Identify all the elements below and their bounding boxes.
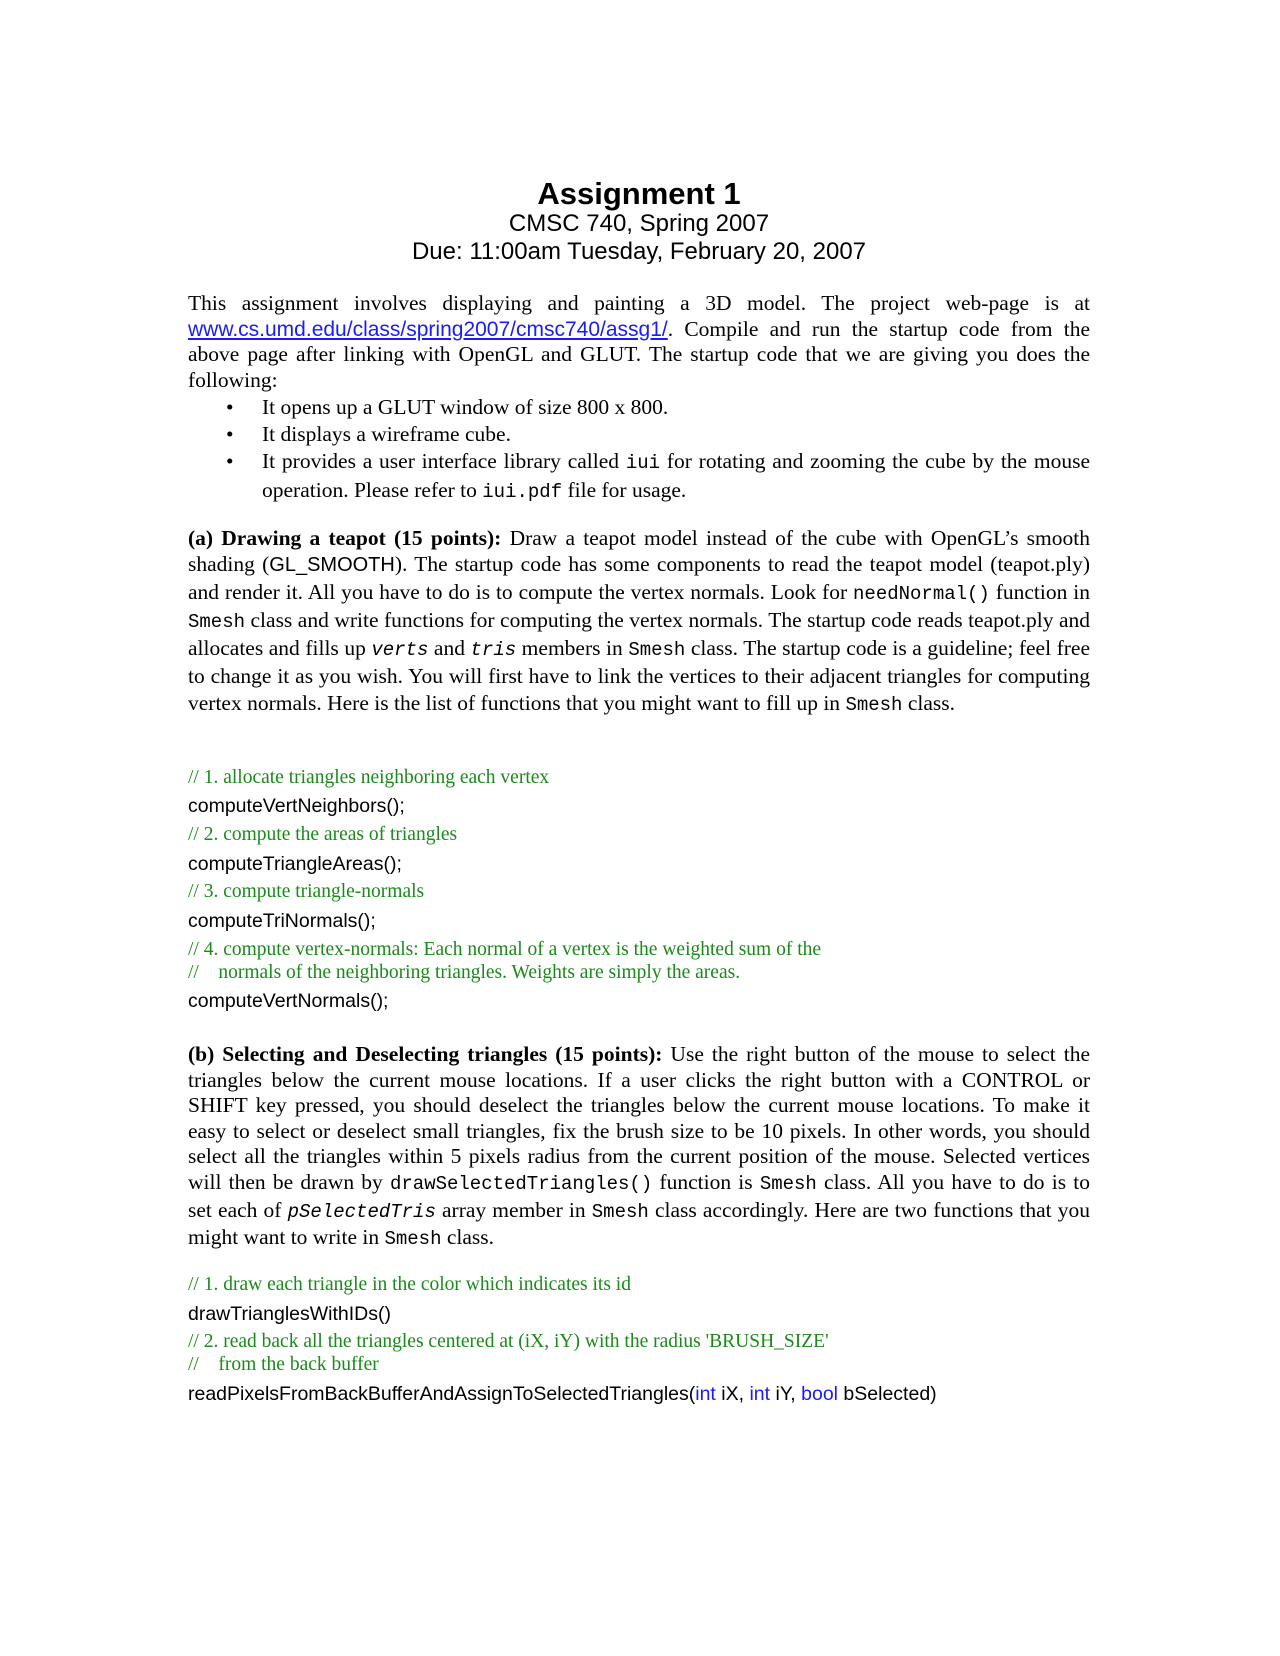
part-b-paragraph: (b) Selecting and Deselecting triangles (15 points): Use the right button of the mouse to select the triangles below the current mouse locations. If a user clicks the right button with a CONTROL or SHIFT key pressed, you should deselect the triangles below the current mouse locations. To make it easy to select or deselect small triangles, fix the brush size to be 10 pixels. In other words, you should select all the triangles within 5 pixels radius from the current position of the mouse. Selected vertices will then be drawn by drawSelectedTriangles() function is Smesh class. All you have to do is to set each of pSelectedTris array member in Smesh class accordingly. Here are two functions that you might want to write in Smesh class. [188, 1042, 1091, 1251]
inline-code: verts [371, 639, 429, 662]
inline-code: iui.pdf [482, 481, 563, 503]
code-comment: // 1. draw each triangle in the color which indicates its id [188, 1274, 631, 1295]
startup-features-list [188, 394, 1090, 506]
code-line: drawTrianglesWithIDs() [188, 1303, 391, 1325]
code-comment: // normals of the neighboring triangles. Weights are simply the areas. [188, 962, 741, 983]
inline-code: tris [470, 639, 517, 662]
list-item: • It provides a user interface library called iui for rotating and zooming the cube by the mouse operation. Please refer to iui.pdf file for usage. [226, 449, 1091, 503]
code-comment: // 2. read back all the triangles centered at (iX, iY) with the radius 'BRUSH_SIZE' [188, 1331, 829, 1352]
part-b-heading: (b) Selecting and Deselecting triangles (15 points): [188, 1042, 663, 1066]
inline-code: Smesh [591, 1200, 649, 1223]
intro-paragraph [188, 291, 1090, 393]
list-item: • It opens up a GLUT window of size 800 x 800. [226, 395, 669, 419]
inline-code: Smesh [188, 610, 246, 633]
inline-code: iui [625, 452, 661, 474]
due-date: Due: 11:00am Tuesday, February 20, 2007 [411, 238, 867, 265]
inline-code: Smesh [384, 1228, 442, 1251]
code-comment: // 4. compute vertex-normals: Each normal of a vertex is the weighted sum of the [188, 939, 822, 960]
bullet-icon: • [226, 449, 234, 473]
bullet-icon: • [226, 395, 234, 419]
code-comment: // 1. allocate triangles neighboring each vertex [188, 767, 550, 788]
inline-code: drawSelectedTriangles() [389, 1172, 653, 1195]
bullet-icon: • [226, 422, 234, 446]
inline-code: pSelectedTris [287, 1200, 436, 1223]
code-line: computeTriangleAreas(); [188, 853, 402, 875]
part-a-heading: (a) Drawing a teapot (15 points): [188, 526, 502, 550]
inline-code: needNormal() [853, 582, 990, 605]
inline-code: Smesh [628, 639, 686, 662]
code-line: readPixelsFromBackBufferAndAssignToSelectedTriangles(int iX, int iY, bool bSelected) [188, 1383, 937, 1405]
code-line: computeVertNeighbors(); [188, 795, 405, 817]
inline-code: Smesh [759, 1172, 817, 1195]
page-title: Assignment 1 [537, 176, 741, 211]
code-comment: // 2. compute the areas of triangles [188, 824, 458, 845]
code-line: computeTriNormals(); [188, 910, 376, 932]
course-line: CMSC 740, Spring 2007 [508, 210, 770, 237]
intro-text: This assignment involves displaying and painting a 3D model. The project web-page is at [188, 291, 1090, 315]
code-line: computeVertNormals(); [188, 990, 389, 1012]
intro-text-2: . Compile and run the startup code from the above page after linking with OpenGL and GLUT. The startup code that we are giving you does the following: [188, 316, 1090, 392]
code-comment: // from the back buffer [188, 1354, 379, 1375]
code-comment: // 3. compute triangle-normals [188, 881, 425, 902]
list-item: • It displays a wireframe cube. [226, 422, 511, 446]
inline-code: Smesh [845, 693, 903, 716]
project-link[interactable]: www.cs.umd.edu/class/spring2007/cmsc740/assg1/ [188, 317, 668, 341]
part-a-paragraph: (a) Drawing a teapot (15 points): Draw a teapot model instead of the cube with OpenGL’s smooth shading (GL_SMOOTH). The startup code has some components to read the teapot model (teapot.ply) and render it. All you have to do is to compute the vertex normals. Look for needNormal() function in Smesh class and write functions for computing the vertex normals. The startup code reads teapot.ply and allocates and fills up verts and tris members in Smesh class. The startup code is a guideline; feel free to change it as you wish. You will first have to link the vertices to their adjacent triangles for computing vertex normals. Here is the list of functions that you might want to fill up in Smesh class. [188, 526, 1091, 716]
